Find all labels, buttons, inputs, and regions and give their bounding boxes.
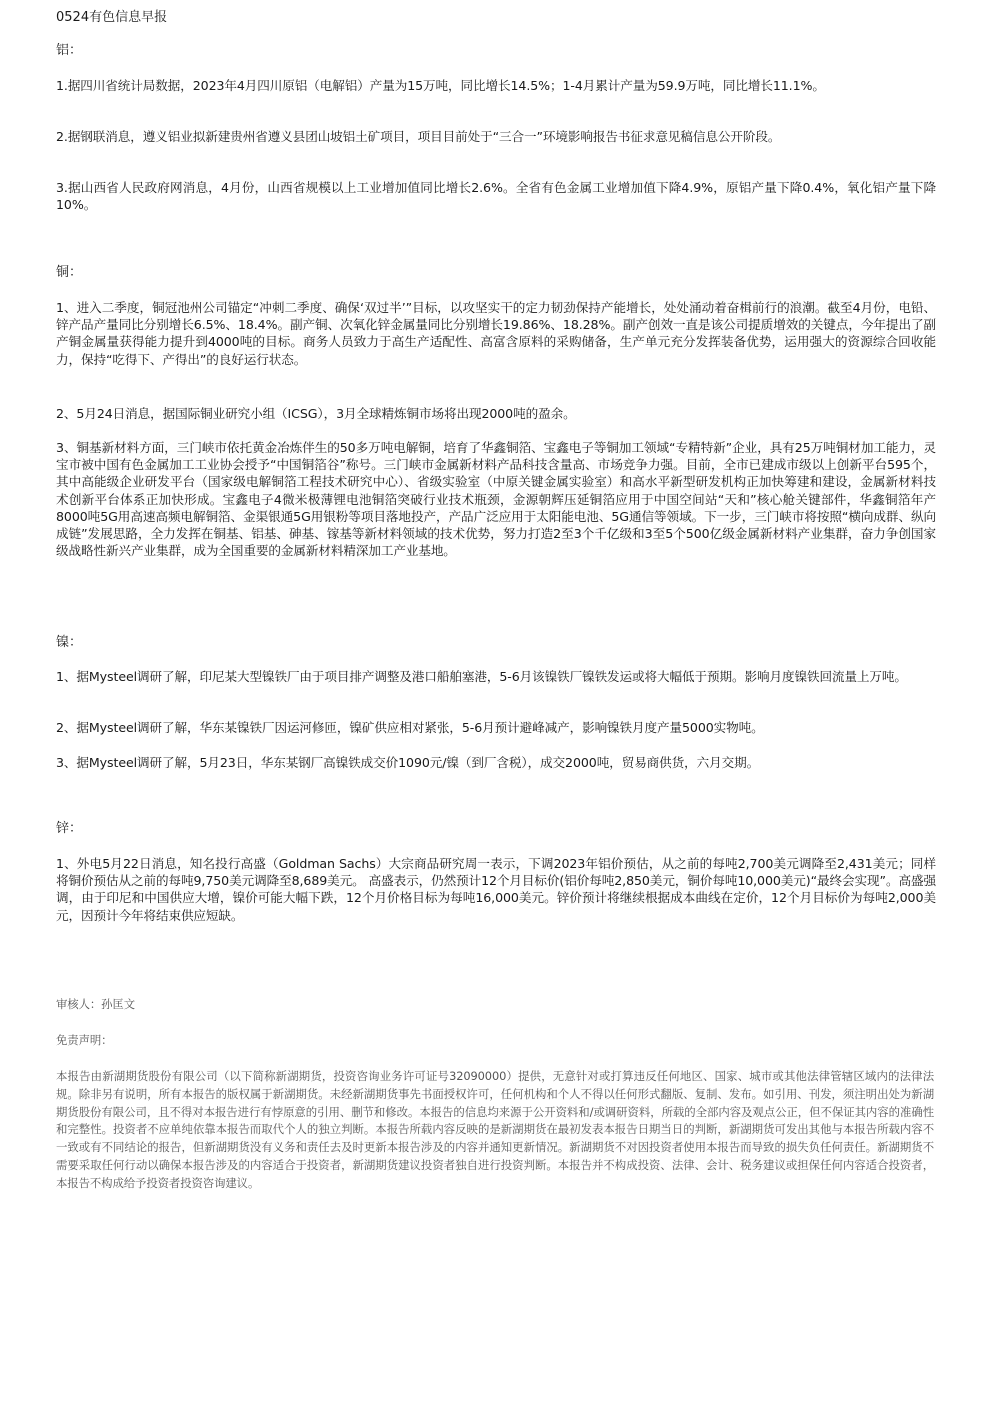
nickel-item-1: 1、据Mysteel调研了解，印尼某大型镍铁厂由于项目排产调整及港口船舶塞港，5-6月该镍铁厂镍铁发运或将大幅低于预期。影响月度镍铁回流量上万吨。	[56, 669, 907, 684]
report-title: 0524有色信息早报	[56, 10, 168, 25]
disclaimer-text: 本报告由新湖期货股份有限公司（以下简称新湖期货，投资咨询业务许可证号32090000）提供，无意针对或打算违反任何地区、国家、城市或其他法律管辖区域内的法律法规。除非另有说明，所有本报告的版权属于新湖期货。未经新湖期货事先书面授权许可，任何机构和个人不得以任何形式翻版、复制、发布。如引用、刊发，须注明出处为新湖期货股份有限公司，且不得对本报告进行有悖原意的引用、删节和修改。本报告的信息均来源于公开资料和/或调研资料，所载的全部内容及观点公正，但不保证其内容的准确性和完整性。投资者不应单纯依靠本报告而取代个人的独立判断。本报告所载内容反映的是新湖期货在最初发表本报告日期当日的判断，新湖期货可发出其他与本报告所载内容不一致或有不同结论的报告，但新湖期货没有义务和责任去及时更新本报告涉及的内容并通知更新情况。新湖期货不对因投资者使用本报告而导致的损失负任何责任。新湖期货不需要采取任何行动以确保本报告涉及的内容适合于投资者，新湖期货建议投资者独自进行投资判断。本报告并不构成投资、法律、会计、税务建议或担保任何内容适合投资者，本报告不构成给予投资者投资咨询建议。	[56, 1069, 934, 1190]
aluminum-heading: 铝：	[56, 43, 83, 58]
aluminum-item-2: 2.据钢联消息，遵义铝业拟新建贵州省遵义县团山坡铝土矿项目，项目目前处于“三合一”环境影响报告书征求意见稿信息公开阶段。	[56, 129, 781, 144]
zinc-item-1: 1、外电5月22日消息，知名投行高盛（Goldman Sachs）大宗商品研究周一表示，下调2023年铝价预估，从之前的每吨2,700美元调降至2,431美元；同样将铜价预估从之前的每吨9,750美元调降至8,689美元。 高盛表示，仍然预计12个月目标价(铝价每吨2,850美元，铜价每吨10,000美元)“最终会实现”。高盛强调，由于印尼和中国供应大增，镍价可能大幅下跌，12个月价格目标为每吨16,000美元。锌价预计将继续根据成本曲线在定价，12个月目标价为每吨2,000美元，因预计今年将结束供应短缺。	[56, 856, 936, 923]
copper-item-1: 1、进入二季度，铜冠池州公司锚定“冲刺二季度、确保‘双过半’”目标，以攻坚实干的定力韧劲保持产能增长，处处涌动着奋楫前行的浪潮。截至4月份，电铅、锌产品产量同比分别增长6.5%、18.4%。副产铜、次氧化锌金属量同比分别增长19.86%、18.28%。副产创效一直是该公司提质增效的关键点，今年提出了副产铜金属量获得能力提升到4000吨的目标。商务人员致力于高生产适配性、高富含原料的采购储备，生产单元充分发挥装备优势，运用强大的资源综合回收能力，保持“吃得下、产得出”的良好运行状态。	[56, 300, 936, 367]
nickel-item-3: 3、据Mysteel调研了解，5月23日，华东某钢厂高镍铁成交价1090元/镍（到厂含税），成交2000吨，贸易商供货，六月交期。	[56, 755, 760, 770]
copper-heading: 铜：	[56, 265, 83, 280]
nickel-item-2: 2、据Mysteel调研了解，华东某镍铁厂因运河修匝，镍矿供应相对紧张，5-6月预计避峰减产，影响镍铁月度产量5000实物吨。	[56, 720, 764, 735]
copper-item-2: 2、5月24日消息，据国际铜业研究小组（ICSG），3月全球精炼铜市场将出现2000吨的盈余。	[56, 406, 576, 421]
reviewer-line: 审核人：孙匡文	[56, 997, 136, 1011]
zinc-heading: 锌：	[56, 821, 83, 836]
disclaimer-title: 免责声明：	[56, 1033, 113, 1047]
aluminum-item-1: 1.据四川省统计局数据，2023年4月四川原铝（电解铝）产量为15万吨，同比增长14.5%；1-4月累计产量为59.9万吨，同比增长11.1%。	[56, 78, 825, 93]
copper-item-3: 3、铜基新材料方面，三门峡市依托黄金冶炼伴生的50多万吨电解铜，培育了华鑫铜箔、宝鑫电子等铜加工领域“专精特新”企业，具有25万吨铜材加工能力，灵宝市被中国有色金属加工工业协会授予“中国铜箔谷”称号。三门峡市金属新材料产品科技含量高、市场竞争力强。目前，全市已建成市级以上创新平台595个，其中高能级企业研发平台（国家级电解铜箔工程技术研究中心）、省级实验室（中原关键金属实验室）和高水平新型研发机构正加快筹建和建设，金属新材料技术创新平台体系正加快形成。宝鑫电子4微米极薄锂电池铜箔突破行业技术瓶颈，金源朝辉压延铜箔应用于中国空间站“天和”核心舱关键部件，华鑫铜箔年产8000吨5G用高速高频电解铜箔、金渠银通5G用银粉等项目落地投产，产品广泛应用于太阳能电池、5G通信等领域。下一步，三门峡市将按照“横向成群、纵向成链”发展思路，全力发挥在铜基、铝基、砷基、镓基等新材料领域的技术优势，努力打造2至3个千亿级和3至5个500亿级金属新材料产业集群，奋力争创国家级战略性新兴产业集群，成为全国重要的金属新材料精深加工产业基地。	[56, 440, 936, 559]
nickel-heading: 镍：	[56, 635, 83, 650]
aluminum-item-3: 3.据山西省人民政府网消息，4月份，山西省规模以上工业增加值同比增长2.6%。全省有色金属工业增加值下降4.9%，原铝产量下降0.4%，氧化铝产量下降10%。	[56, 180, 936, 213]
